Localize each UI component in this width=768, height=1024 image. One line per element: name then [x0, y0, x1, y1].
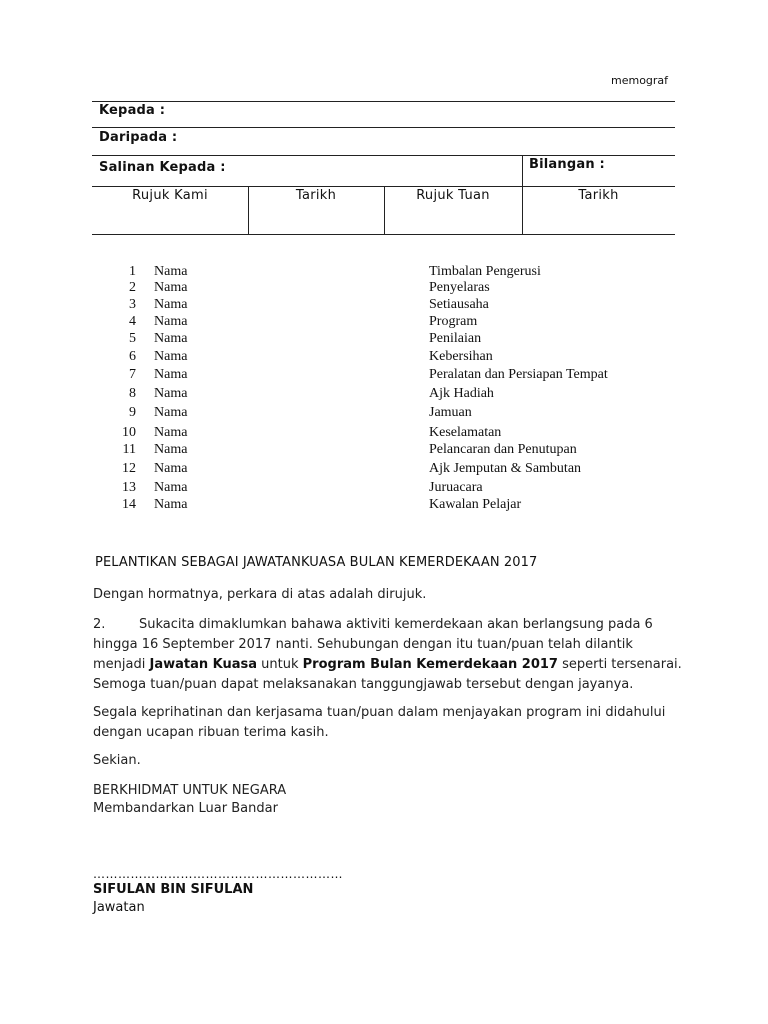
- item-name: Nama: [154, 331, 188, 346]
- rule: [522, 155, 523, 186]
- signer-name: SIFULAN BIN SIFULAN: [93, 882, 254, 897]
- list-item: [0, 367, 768, 385]
- item-number: 9: [129, 405, 136, 420]
- item-role: Peralatan dan Persiapan Tempat: [429, 367, 608, 382]
- rule: [522, 186, 523, 234]
- item-number: 11: [122, 442, 136, 457]
- item-name: Nama: [154, 280, 188, 295]
- item-role: Timbalan Pengerusi: [429, 264, 541, 279]
- item-number: 14: [122, 497, 136, 512]
- item-name: Nama: [154, 314, 188, 329]
- item-role: Ajk Jemputan & Sambutan: [429, 461, 582, 476]
- item-name: Nama: [154, 405, 188, 420]
- item-name: Nama: [154, 367, 188, 382]
- list-item: [0, 314, 768, 332]
- rule: [92, 155, 675, 156]
- item-number: 8: [129, 386, 136, 401]
- closing-text: Sekian.: [93, 753, 141, 768]
- list-item: [0, 349, 768, 367]
- item-number: 4: [129, 314, 136, 329]
- item-number: 13: [122, 480, 136, 495]
- list-item: [0, 480, 768, 498]
- list-item: [0, 280, 768, 298]
- item-number: 12: [122, 461, 136, 476]
- item-name: Nama: [154, 461, 188, 476]
- item-role: Pelancaran dan Penutupan: [429, 442, 577, 457]
- item-name: Nama: [154, 264, 188, 279]
- item-role: Keselamatan: [429, 425, 502, 440]
- list-item: [0, 425, 768, 443]
- list-item: [0, 497, 768, 515]
- item-role: Kawalan Pelajar: [429, 497, 522, 512]
- rule: [92, 101, 675, 102]
- item-name: Nama: [154, 480, 188, 495]
- rule: [384, 186, 385, 234]
- item-name: Nama: [154, 349, 188, 364]
- column-tarikh: Tarikh: [295, 188, 337, 203]
- list-item: [0, 386, 768, 404]
- item-name: Nama: [154, 297, 188, 312]
- paragraph-number: 2.: [93, 617, 106, 632]
- motto-line-2: Membandarkan Luar Bandar: [93, 801, 278, 816]
- item-name: Nama: [154, 425, 188, 440]
- item-number: 1: [129, 264, 136, 279]
- rule: [92, 234, 675, 235]
- item-role: Penilaian: [429, 331, 482, 346]
- item-number: 3: [129, 297, 136, 312]
- item-number: 6: [129, 349, 136, 364]
- item-number: 5: [129, 331, 136, 346]
- item-role: Penyelaras: [429, 280, 490, 295]
- list-item: [0, 297, 768, 315]
- paragraph-text: seperti tersenarai. Semoga tuan/puan dapat melaksanakan tanggungjawab tersebut dengan jayanya.: [93, 657, 682, 692]
- item-name: Nama: [154, 442, 188, 457]
- salinan-kepada-label: Salinan Kepada :: [99, 160, 226, 175]
- item-name: Nama: [154, 497, 188, 512]
- column-rujuk-tuan: Rujuk Tuan: [416, 188, 490, 203]
- paragraph-2: [93, 615, 683, 695]
- paragraph-text: Sukacita dimaklumkan bahawa aktiviti kemerdekaan akan berlangsung pada 6 hingga 16 September 2017 nanti. Sehubungan dengan itu tuan/puan telah dilantik menjadi: [93, 617, 653, 672]
- item-role: Ajk Hadiah: [429, 386, 494, 401]
- daripada-label: Daripada :: [99, 130, 178, 145]
- column-tarikh: Tarikh: [578, 188, 619, 203]
- paragraph-text: untuk: [257, 657, 303, 672]
- item-role: Kebersihan: [429, 349, 493, 364]
- greeting-paragraph: Dengan hormatnya, perkara di atas adalah dirujuk.: [93, 587, 427, 602]
- list-item: [0, 331, 768, 349]
- rule: [92, 127, 675, 128]
- motto-line-1: BERKHIDMAT UNTUK NEGARA: [93, 783, 287, 798]
- item-number: 7: [129, 367, 136, 382]
- kepada-label: Kepada :: [99, 103, 166, 118]
- item-name: Nama: [154, 386, 188, 401]
- signer-position: Jawatan: [93, 900, 145, 915]
- paragraph-3: Segala keprihatinan dan kerjasama tuan/puan dalam menjayakan program ini didahului dengan ucapan ribuan terima kasih.: [93, 705, 666, 740]
- signature-line: ……………………………………………………: [93, 867, 343, 881]
- rule: [248, 186, 249, 234]
- item-number: 10: [122, 425, 136, 440]
- item-role: Juruacara: [429, 480, 483, 495]
- subject-heading: PELANTIKAN SEBAGAI JAWATANKUASA BULAN KEMERDEKAAN 2017: [95, 555, 538, 570]
- bilangan-label: Bilangan :: [529, 157, 605, 172]
- bold-text: Program Bulan Kemerdekaan 2017: [302, 657, 558, 672]
- item-role: Program: [429, 314, 478, 329]
- document-type-label: memograf: [611, 74, 669, 87]
- item-number: 2: [129, 280, 136, 295]
- list-item: [0, 461, 768, 479]
- column-rujuk-kami: Rujuk Kami: [132, 188, 208, 203]
- item-role: Setiausaha: [429, 297, 489, 312]
- list-item: [0, 442, 768, 460]
- item-role: Jamuan: [429, 405, 472, 420]
- list-item: [0, 405, 768, 423]
- bold-text: Jawatan Kuasa: [149, 657, 258, 672]
